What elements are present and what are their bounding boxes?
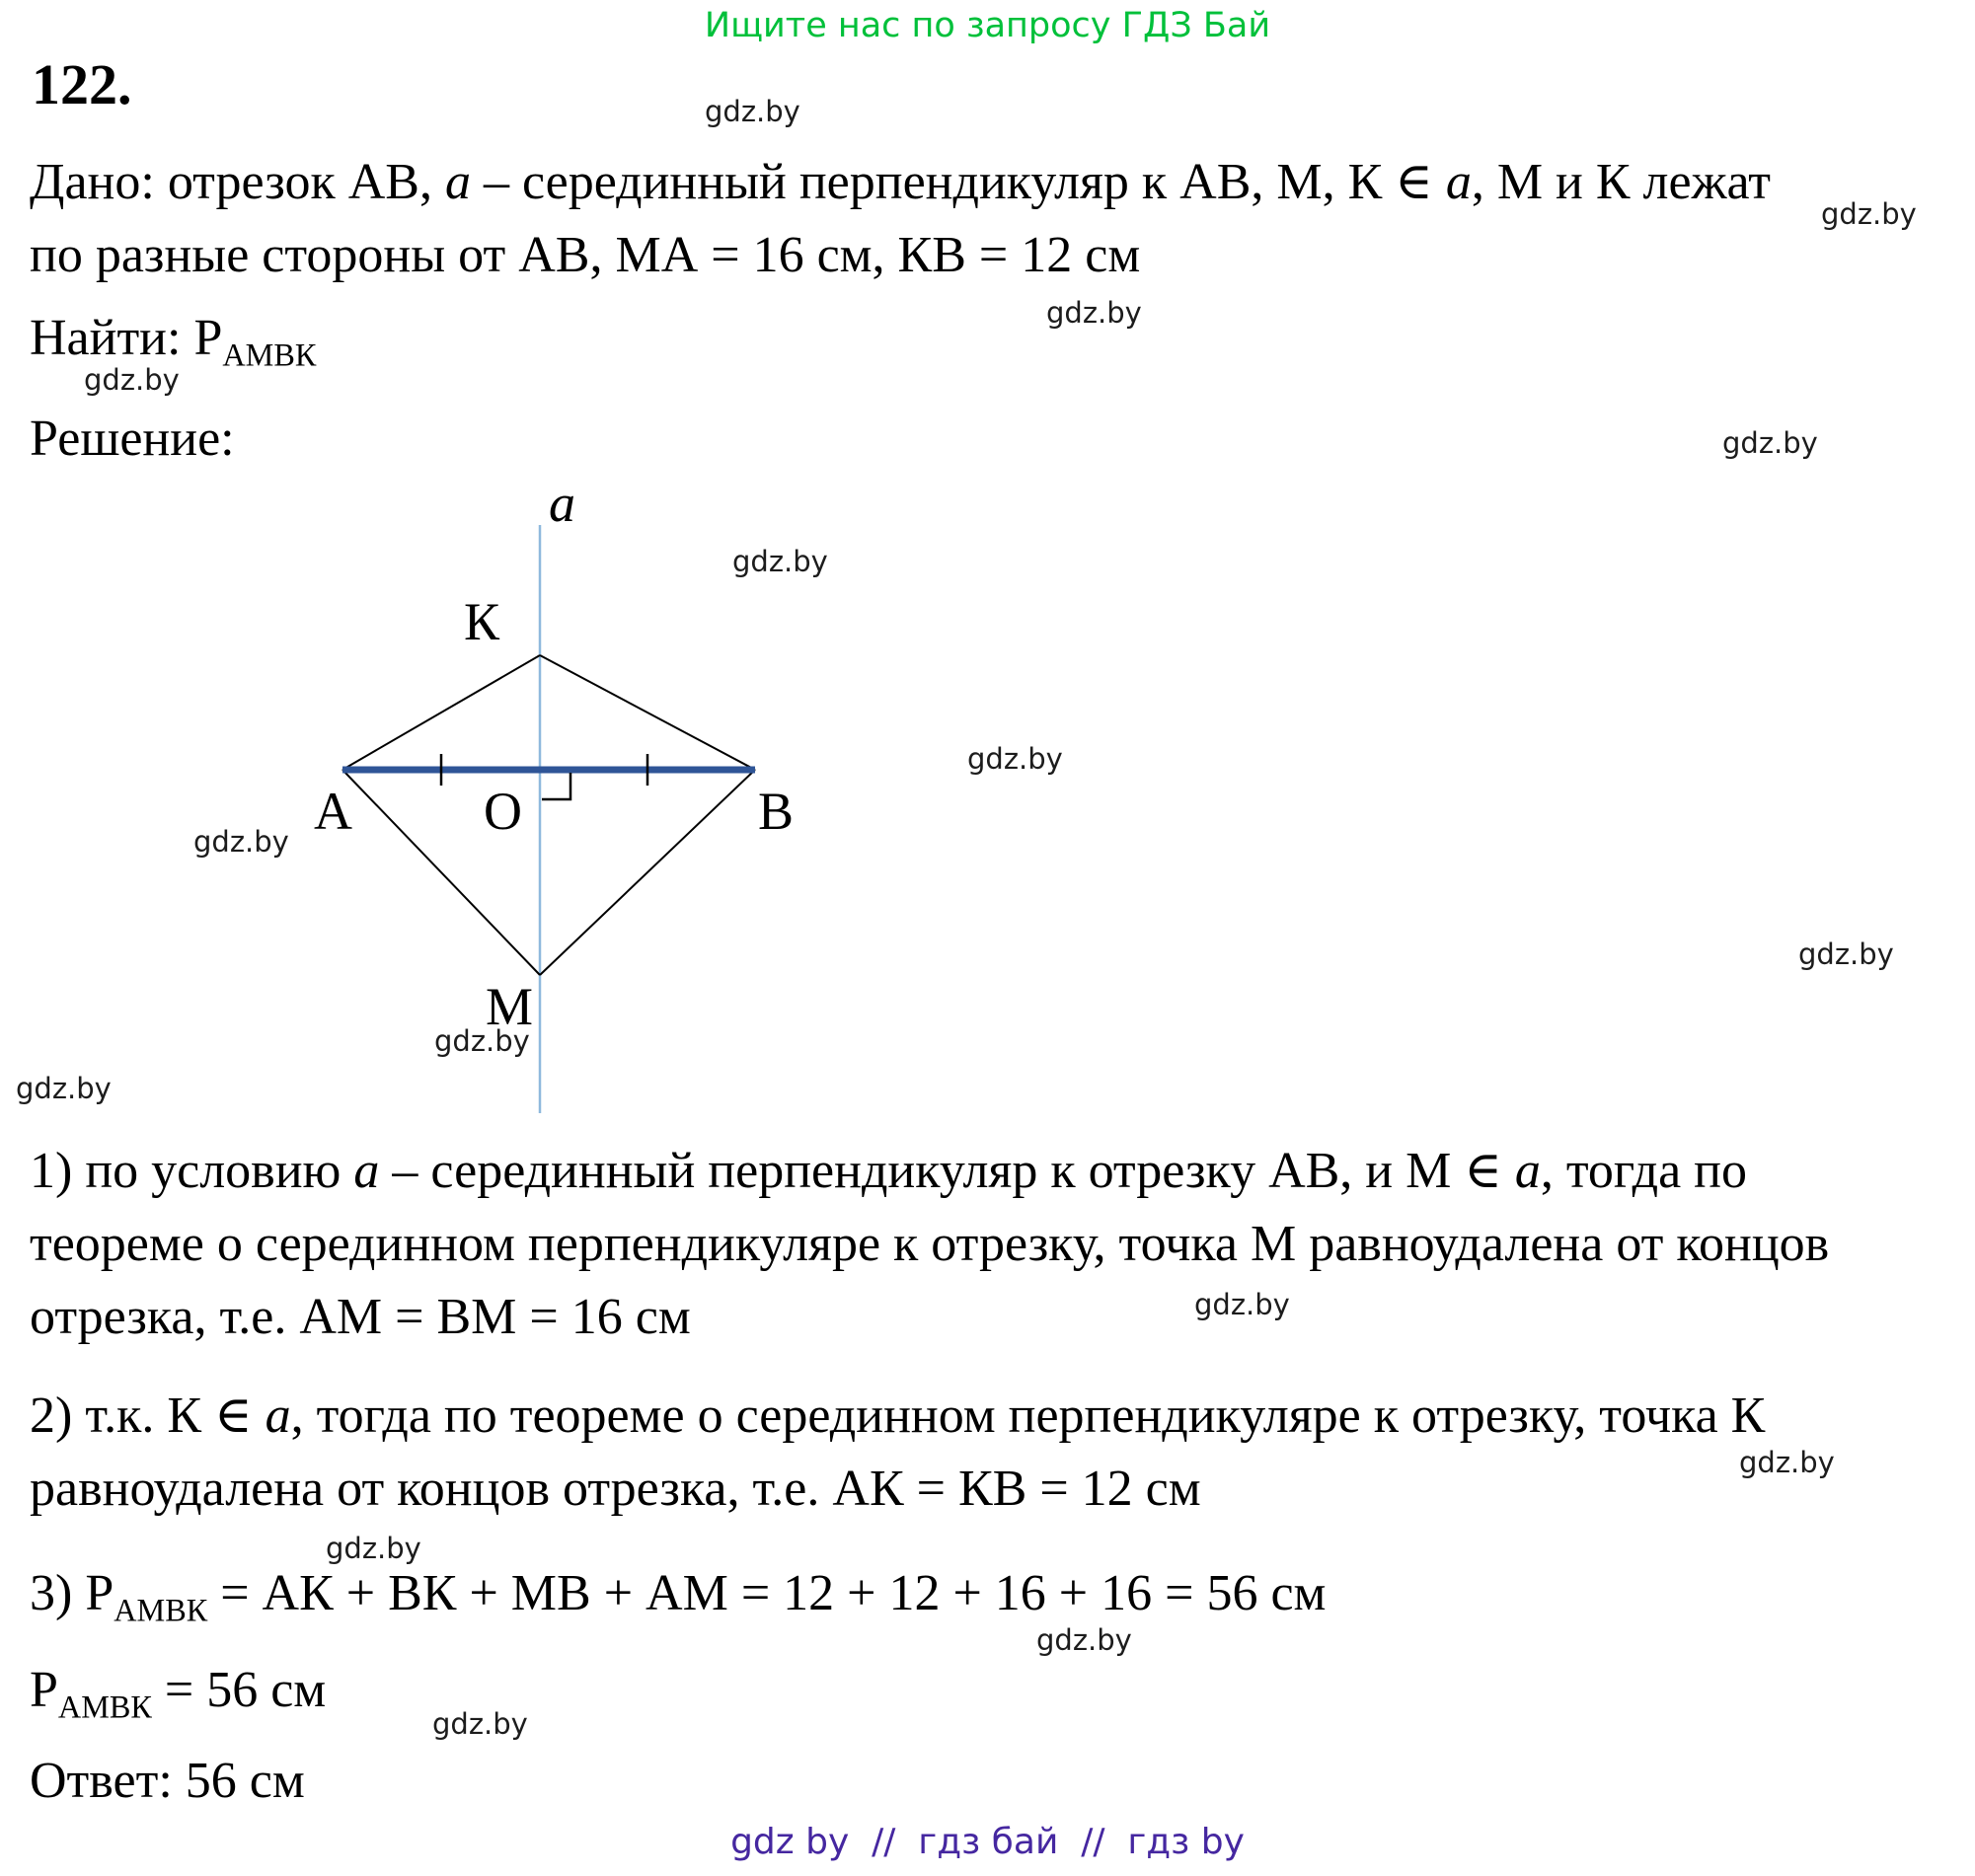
step1-text: – серединный перпендикуляр к отрезку АВ, и М ∈ (379, 1143, 1515, 1199)
step2-text: 2) т.к. К ∈ (30, 1388, 266, 1444)
step1-text: 1) по условию (30, 1143, 354, 1199)
answer-line: Ответ: 56 см (30, 1753, 305, 1809)
perimeter-subscript: АМВК (222, 337, 317, 373)
step3-text: = АК + ВК + МВ + АМ = 12 + 12 + 16 + 16 = 56 см (207, 1565, 1327, 1621)
problem-number: 122. (32, 52, 132, 116)
watermark: gdz.by (1046, 296, 1142, 330)
find-label: Найти: P (30, 310, 223, 366)
perimeter-result (30, 1654, 326, 1730)
var-a: a (265, 1388, 291, 1444)
solution-step-2 (30, 1380, 1935, 1526)
geometry-diagram (0, 491, 1086, 1133)
edge-kb (540, 655, 755, 770)
solution-step-1 (30, 1135, 1925, 1353)
perimeter-subscript: АМВК (57, 1688, 152, 1725)
var-a: a (1514, 1143, 1541, 1199)
solution-heading: Решение: (30, 411, 235, 467)
watermark: gdz.by (1821, 197, 1917, 231)
label-point-b: В (758, 782, 795, 841)
edge-ka (342, 655, 540, 770)
var-a: a (1445, 154, 1472, 210)
label-point-m: М (486, 977, 534, 1036)
watermark: gdz.by (434, 1024, 530, 1058)
var-a: a (444, 154, 471, 210)
step1-text: , тогда по теореме о серединном перпендикуляре к отрезку, точка М равноудалена от концов отрезка, т.е. АМ = ВМ = 16 см (30, 1143, 1830, 1345)
watermark: gdz.by (193, 825, 289, 859)
right-angle-mark (542, 773, 570, 799)
footer-links: gdz by // гдз бай // гдз by (730, 1822, 1245, 1862)
step2-text: , тогда по теореме о серединном перпендикуляре к отрезку, точка К равноудалена от концов отрезка, т.е. АК = КВ = 12 см (30, 1388, 1766, 1517)
label-point-a: А (314, 782, 352, 841)
watermark: gdz.by (1798, 938, 1894, 971)
label-point-o: O (484, 782, 522, 841)
watermark: gdz.by (326, 1532, 421, 1565)
watermark: gdz.by (1036, 1623, 1132, 1657)
promo-banner: Ищите нас по запросу ГДЗ Бай (704, 6, 1271, 45)
edge-bm (540, 770, 755, 975)
watermark: gdz.by (16, 1072, 112, 1105)
watermark: gdz.by (84, 363, 180, 397)
watermark: gdz.by (732, 545, 828, 578)
watermark: gdz.by (1722, 426, 1818, 460)
step3-text: 3) P (30, 1565, 114, 1621)
result-text: P (30, 1662, 58, 1718)
watermark: gdz.by (1194, 1288, 1290, 1321)
result-text: = 56 см (151, 1662, 327, 1718)
given-text: Дано: отрезок АВ, (30, 154, 445, 210)
given-text: , М и К лежат по разные стороны от АВ, МА = 16 см, КВ = 12 см (30, 154, 1771, 283)
solution-step-3 (30, 1557, 1935, 1633)
label-line-a: a (549, 491, 575, 533)
given-statement (30, 146, 1826, 292)
watermark: gdz.by (705, 95, 800, 128)
given-text: – серединный перпендикуляр к АВ, М, К ∈ (470, 154, 1446, 210)
perimeter-subscript: АМВК (114, 1592, 208, 1628)
watermark: gdz.by (432, 1707, 528, 1741)
var-a: a (353, 1143, 380, 1199)
watermark: gdz.by (1739, 1446, 1835, 1479)
label-point-k: К (464, 592, 500, 651)
watermark: gdz.by (967, 742, 1063, 776)
